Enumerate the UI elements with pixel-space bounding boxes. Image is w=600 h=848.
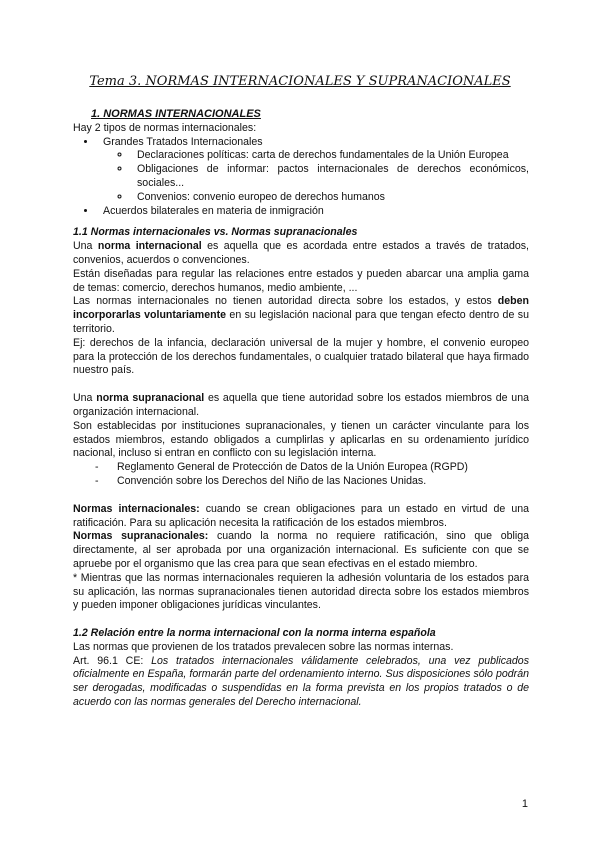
list-item: ◦ Convenios: convenio europeo de derechos humanos: [131, 191, 529, 205]
treaty-types-list: [73, 136, 529, 219]
paragraph: * Mientras que las normas internacionales requieren la adhesión voluntaria de los estados para su aplicación, las normas supranacionales tienen autoridad directa sobre los estados miembros y pueden imponer obligaciones jurídicas vinculantes.: [73, 571, 529, 612]
bullet-treaties: Grandes Tratados Internacionales: [103, 135, 263, 148]
section-1-2-heading: 1.2 Relación entre la norma internacional con la norma interna española: [73, 627, 436, 640]
treaty-sublist: [103, 149, 529, 204]
examples-list: [73, 461, 529, 489]
document-title: Tema 3. NORMAS INTERNACIONALES Y SUPRANACIONALES: [89, 74, 511, 89]
paragraph: Art. 96.1 CE: Los tratados internacionales válidamente celebrados, una vez publicados oficialmente en España, formarán parte del ordenamiento interno. Sus disposiciones sólo podrán ser derogadas, modificadas o suspendidas en la forma prevista en los propios tratados o de acuerdo con las normas generales del Derecho internacional.: [73, 654, 529, 709]
list-item: - Convención sobre los Derechos del Niño de las Naciones Unidas.: [95, 475, 529, 489]
page-number: 1: [521, 798, 528, 810]
paragraph: Las normas internacionales no tienen autoridad directa sobre los estados, y estos deben incorporarlas voluntariamente en su legislación nacional para que tengan efecto dentro de su territorio.: [73, 295, 529, 335]
paragraph: Una norma supranacional es aquella que tiene autoridad sobre los estados miembros de una organización internacional.: [73, 392, 529, 418]
document-body: [73, 108, 529, 710]
section-1-1-heading: 1.1 Normas internacionales vs. Normas supranacionales: [73, 226, 358, 239]
list-item: • Acuerdos bilaterales en materia de inmigración: [97, 205, 529, 219]
paragraph: Están diseñadas para regular las relaciones entre estados y pueden abarcar una amplia gama de temas: comercio, derechos humanos, medio ambiente, ...: [73, 267, 529, 294]
section-1-heading: 1. NORMAS INTERNACIONALES: [91, 108, 261, 120]
paragraph: Normas supranacionales: cuando la norma no requiere ratificación, sino que obliga directamente, al ser aprobada por una organización internacional. Es suficiente con que se apruebe por el organismo que las crea para que sean efectivas en el estado miembro.: [73, 530, 529, 570]
list-item: - Reglamento General de Protección de Datos de la Unión Europea (RGPD): [95, 461, 529, 475]
paragraph: Normas internacionales: cuando se crean obligaciones para un estado en virtud de una ratificación. Para su aplicación necesita la ratificación de los estados miembros.: [73, 502, 529, 529]
list-item: ◦ Declaraciones políticas: carta de derechos fundamentales de la Unión Europea: [131, 149, 529, 163]
paragraph: Ej: derechos de la infancia, declaración universal de la mujer y hombre, el convenio europeo para la protección de los derechos fundamentales, o cualquier tratado bilateral que haya firmado nuestro país.: [73, 336, 529, 377]
paragraph: Una norma internacional es aquella que es acordada entre estados a través de tratados, convenios, acuerdos o convenciones.: [73, 240, 529, 266]
list-item: [97, 136, 529, 205]
list-item: ◦ Obligaciones de informar: pactos internacionales de derechos económicos, sociales...: [131, 163, 529, 191]
paragraph: Son establecidas por instituciones supranacionales, y tienen un carácter vinculante para los estados miembros, estando obligados a cumplirlas y aplicarlas en su ordenamiento jurídico nacional, incluso si entran en conflicto con su legislación interna.: [73, 419, 529, 460]
paragraph: Las normas que provienen de los tratados prevalecen sobre las normas internas.: [73, 640, 454, 653]
section-1-intro: Hay 2 tipos de normas internacionales:: [73, 121, 257, 134]
